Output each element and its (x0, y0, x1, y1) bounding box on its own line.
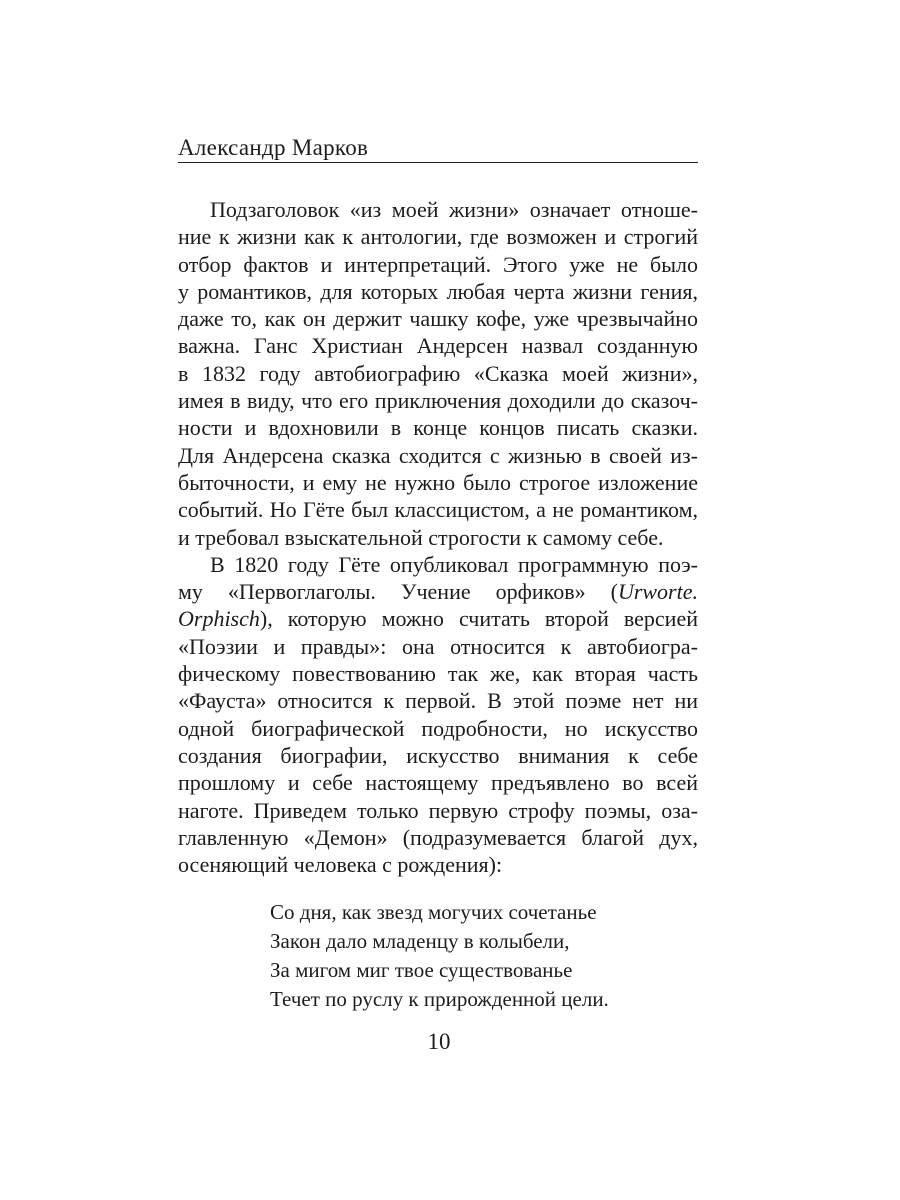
running-head: Александр Марков (178, 135, 369, 160)
verse-stanza (270, 898, 690, 1014)
text-line: наготе. Приведем только первую строфу поэмы, оза- (178, 797, 698, 823)
text-line: «Фауста» относится к первой. В этой поэме нет ни (178, 688, 698, 714)
text-line: Подзаголовок «из моей жизни» означает отноше- (210, 197, 698, 222)
text-line: событий. Но Гёте был классицистом, а не романтиком, (178, 497, 698, 523)
text-line: быточности, и ему не нужно было строгое изложение (178, 469, 698, 495)
text-line: фическому повествованию так же, как вторая часть (178, 661, 698, 687)
verse-line: Закон дало младенцу в колыбели, (270, 929, 570, 953)
text-line: отбор фактов и интерпретаций. Этого уже не было (178, 251, 698, 277)
paragraph-1 (178, 196, 698, 551)
text-line: у романтиков, для которых любая черта жизни гения, (178, 278, 698, 304)
text-line: создания биографии, искусство внимания к себе (178, 742, 698, 768)
text-line: важна. Ганс Христиан Андерсен назвал созданную (178, 333, 698, 359)
text-line: в 1832 году автобиографию «Сказка моей жизни», (178, 360, 698, 386)
text-line (178, 578, 698, 605)
text-line: главленную «Демон» (подразумевается благой дух, (178, 824, 698, 850)
text-line: Для Андерсена сказка сходится с жизнью в своей из- (178, 442, 698, 468)
text-segment: му «Первоглаголы. Учение орфиков» ( (178, 579, 618, 605)
page-number: 10 (427, 1029, 451, 1054)
paragraph-2 (178, 551, 698, 879)
text-line: и требовал взыскательной строгости к самому себе. (178, 524, 664, 550)
body-text (178, 196, 698, 878)
text-line: прошлому и себе настоящему предъявлено во всей (178, 770, 698, 796)
italic-title: Urworte. (617, 579, 698, 605)
text-line: имея в виду, что его приключения доходили до сказоч- (178, 388, 698, 414)
text-segment: ), которую можно считать второй версией (259, 606, 698, 632)
header-rule (178, 162, 698, 163)
text-line: «Поэзии и правды»: она относится к автобиогра- (178, 633, 698, 659)
text-line: В 1820 году Гёте опубликовал программную поэ- (210, 551, 698, 577)
italic-title: Orphisch (178, 606, 260, 632)
verse-line: Течет по руслу к прирожденной цели. (270, 987, 609, 1011)
verse-line: Со дня, как звезд могучих сочетанье (270, 900, 597, 924)
text-line: ности и вдохновили в конце концов писать сказки. (178, 415, 698, 441)
text-line: одной биографической подробности, но искусство (178, 715, 698, 741)
verse-line: За мигом миг твое существованье (270, 958, 573, 982)
text-line: осеняющий человека с рождения): (178, 852, 503, 878)
text-line: даже то, как он держит чашку кофе, уже чрезвычайно (178, 306, 698, 332)
text-line (178, 605, 698, 632)
text-line: ние к жизни как к антологии, где возможен и строгий (178, 224, 698, 250)
